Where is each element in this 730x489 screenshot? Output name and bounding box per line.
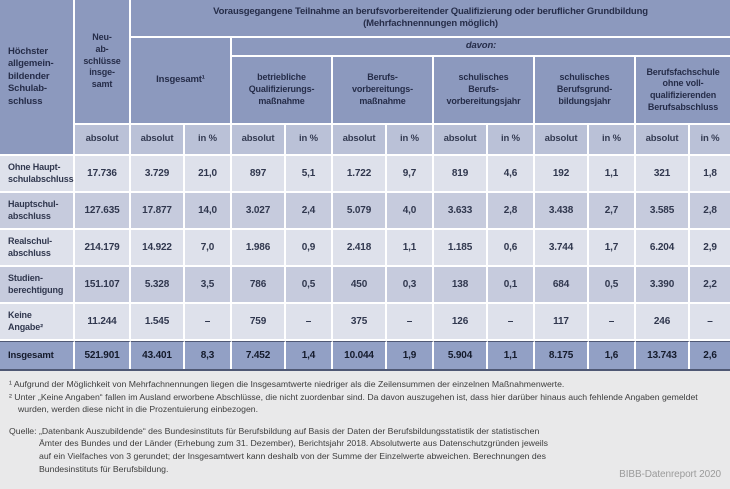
- row-label: Insgesamt: [0, 341, 75, 369]
- column-header-schulabschluss: Höchster allgemein- bildender Schulab- schluss: [0, 0, 75, 156]
- table-row: [0, 267, 730, 304]
- data-cell: 126: [434, 304, 488, 341]
- unit-header-absolut: absolut: [75, 125, 131, 156]
- column-header-berufsfachschule: Berufsfachschule ohne voll- qualifizierenden Berufsabschluss: [636, 57, 730, 125]
- data-cell: 0,6: [488, 230, 535, 267]
- data-cell: 786: [232, 267, 286, 304]
- row-label: Realschul- abschluss: [0, 230, 75, 267]
- data-cell: 7,0: [185, 230, 232, 267]
- data-cell: 14,0: [185, 193, 232, 230]
- data-cell: 3.585: [636, 193, 690, 230]
- data-cell: 1,8: [690, 156, 730, 193]
- data-cell: 5.079: [333, 193, 387, 230]
- data-cell: 819: [434, 156, 488, 193]
- data-cell: –: [589, 304, 636, 341]
- data-cell: 14.922: [131, 230, 185, 267]
- column-header-berufsvorbereitungsmassnahme: Berufs- vorbereitungs- maßnahme: [333, 57, 434, 125]
- data-cell: 246: [636, 304, 690, 341]
- total-cell: 5.904: [434, 341, 488, 369]
- data-cell: 17.877: [131, 193, 185, 230]
- data-cell: 0,3: [387, 267, 434, 304]
- total-cell: 2,6: [690, 341, 730, 369]
- unit-header-percent: in %: [589, 125, 636, 156]
- total-cell: 1,6: [589, 341, 636, 369]
- unit-header-absolut: absolut: [636, 125, 690, 156]
- table-row: [0, 193, 730, 230]
- data-cell: 11.244: [75, 304, 131, 341]
- data-cell: 2,8: [488, 193, 535, 230]
- report-brand: BIBB-Datenreport 2020: [619, 469, 721, 480]
- total-cell: 10.044: [333, 341, 387, 369]
- column-header-insgesamt: Insgesamt¹: [131, 38, 232, 125]
- data-cell: 4,0: [387, 193, 434, 230]
- footnote-2: ² Unter „Keine Angaben“ fallen im Ausland erworbene Abschlüsse, die nicht zuordenbar sind. Da davon auszugehen ist, dass hier darüber hinaus auch fehlende Angaben gemeldet wurden, werden diese nicht in die Prozentuierung einbezogen.: [9, 391, 698, 415]
- data-cell: 3.729: [131, 156, 185, 193]
- data-cell: 2.418: [333, 230, 387, 267]
- data-cell: 1.722: [333, 156, 387, 193]
- data-cell: 0,5: [286, 267, 333, 304]
- data-cell: 3,5: [185, 267, 232, 304]
- total-row: [0, 341, 730, 369]
- total-cell: 1,4: [286, 341, 333, 369]
- total-cell: 13.743: [636, 341, 690, 369]
- unit-header-percent: in %: [690, 125, 730, 156]
- source-text: „Datenbank Auszubildende“ des Bundesinstituts für Berufsbildung auf Basis der Daten der Berufsbildungsstatistik der statistischen Ämter des Bundes und der Länder (Erhebung zum 31. Dezember), Berichtsjahr 2018. Absolutwerte aus Datenschutzgründen jeweils auf ein Vielfaches von 3 gerundet; der Insgesamtwert kann deshalb von der Summe der Einzelwerte abweichen. Berechnungen des Bundesinstituts für Berufsbildung.: [39, 425, 548, 474]
- unit-header-percent: in %: [488, 125, 535, 156]
- data-cell: 375: [333, 304, 387, 341]
- unit-header-absolut: absolut: [535, 125, 589, 156]
- data-cell: 0,1: [488, 267, 535, 304]
- total-cell: 8,3: [185, 341, 232, 369]
- data-cell: 117: [535, 304, 589, 341]
- total-cell: 43.401: [131, 341, 185, 369]
- source-label: Quelle:: [9, 425, 37, 436]
- data-cell: 17.736: [75, 156, 131, 193]
- data-cell: 1.185: [434, 230, 488, 267]
- data-cell: 1.545: [131, 304, 185, 341]
- table-footer: [0, 371, 730, 489]
- data-cell: –: [185, 304, 232, 341]
- column-header-neuabschluesse: Neu- ab- schlüsse insge- samt: [75, 0, 131, 125]
- row-label: Studien- berechtigung: [0, 267, 75, 304]
- unit-header-percent: in %: [185, 125, 232, 156]
- total-cell: 8.175: [535, 341, 589, 369]
- davon-band: davon:: [232, 38, 730, 57]
- unit-header-absolut: absolut: [232, 125, 286, 156]
- data-cell: 5,1: [286, 156, 333, 193]
- data-cell: 21,0: [185, 156, 232, 193]
- data-cell: 127.635: [75, 193, 131, 230]
- data-cell: 3.390: [636, 267, 690, 304]
- table-row: [0, 230, 730, 267]
- column-header-schulisches-berufsvorbereitungsjahr: schulisches Berufs- vorbereitungsjahr: [434, 57, 535, 125]
- data-cell: 3.744: [535, 230, 589, 267]
- data-cell: 9,7: [387, 156, 434, 193]
- data-cell: 3.633: [434, 193, 488, 230]
- data-cell: 5.328: [131, 267, 185, 304]
- row-label: Hauptschul- abschluss: [0, 193, 75, 230]
- row-label: Keine Angabe²: [0, 304, 75, 341]
- data-cell: –: [286, 304, 333, 341]
- unit-header-percent: in %: [286, 125, 333, 156]
- data-cell: 214.179: [75, 230, 131, 267]
- data-cell: 6.204: [636, 230, 690, 267]
- data-cell: 897: [232, 156, 286, 193]
- table-body: [0, 156, 730, 369]
- data-cell: 2,9: [690, 230, 730, 267]
- data-cell: –: [690, 304, 730, 341]
- data-cell: 3.438: [535, 193, 589, 230]
- data-cell: 684: [535, 267, 589, 304]
- unit-header-absolut: absolut: [333, 125, 387, 156]
- total-cell: 1,1: [488, 341, 535, 369]
- row-label: Ohne Haupt- schulabschluss: [0, 156, 75, 193]
- table-row: [0, 156, 730, 193]
- unit-header-percent: in %: [387, 125, 434, 156]
- table-title: Vorausgegangene Teilnahme an berufsvorbereitender Qualifizierung oder beruflicher Grundbildung (Mehrfachnennungen möglich): [131, 0, 730, 38]
- data-cell: 321: [636, 156, 690, 193]
- data-cell: –: [488, 304, 535, 341]
- unit-header-absolut: absolut: [434, 125, 488, 156]
- data-cell: 3.027: [232, 193, 286, 230]
- data-cell: 2,4: [286, 193, 333, 230]
- unit-header-absolut: absolut: [131, 125, 185, 156]
- data-cell: 4,6: [488, 156, 535, 193]
- data-cell: 2,7: [589, 193, 636, 230]
- data-cell: 1.986: [232, 230, 286, 267]
- table-header: [0, 0, 730, 156]
- data-cell: 0,9: [286, 230, 333, 267]
- data-cell: 151.107: [75, 267, 131, 304]
- column-header-schulisches-berufsgrundbildungsjahr: schulisches Berufsgrund- bildungsjahr: [535, 57, 636, 125]
- data-cell: 1,7: [589, 230, 636, 267]
- total-cell: 1,9: [387, 341, 434, 369]
- total-cell: 521.901: [75, 341, 131, 369]
- column-header-betriebliche-qualifizierungsmassnahme: betriebliche Qualifizierungs- maßnahme: [232, 57, 333, 125]
- data-cell: 192: [535, 156, 589, 193]
- data-cell: 1,1: [589, 156, 636, 193]
- data-cell: 0,5: [589, 267, 636, 304]
- footnote-1: ¹ Aufgrund der Möglichkeit von Mehrfachnennungen liegen die Insgesamtwerte niedriger als die Zeilensummen der einzelnen Maßnahmenwerte.: [9, 379, 565, 389]
- data-cell: 2,2: [690, 267, 730, 304]
- total-cell: 7.452: [232, 341, 286, 369]
- data-cell: 1,1: [387, 230, 434, 267]
- source-note: [9, 425, 721, 475]
- table-row: [0, 304, 730, 341]
- data-cell: –: [387, 304, 434, 341]
- data-cell: 759: [232, 304, 286, 341]
- data-cell: 2,8: [690, 193, 730, 230]
- data-cell: 450: [333, 267, 387, 304]
- data-cell: 138: [434, 267, 488, 304]
